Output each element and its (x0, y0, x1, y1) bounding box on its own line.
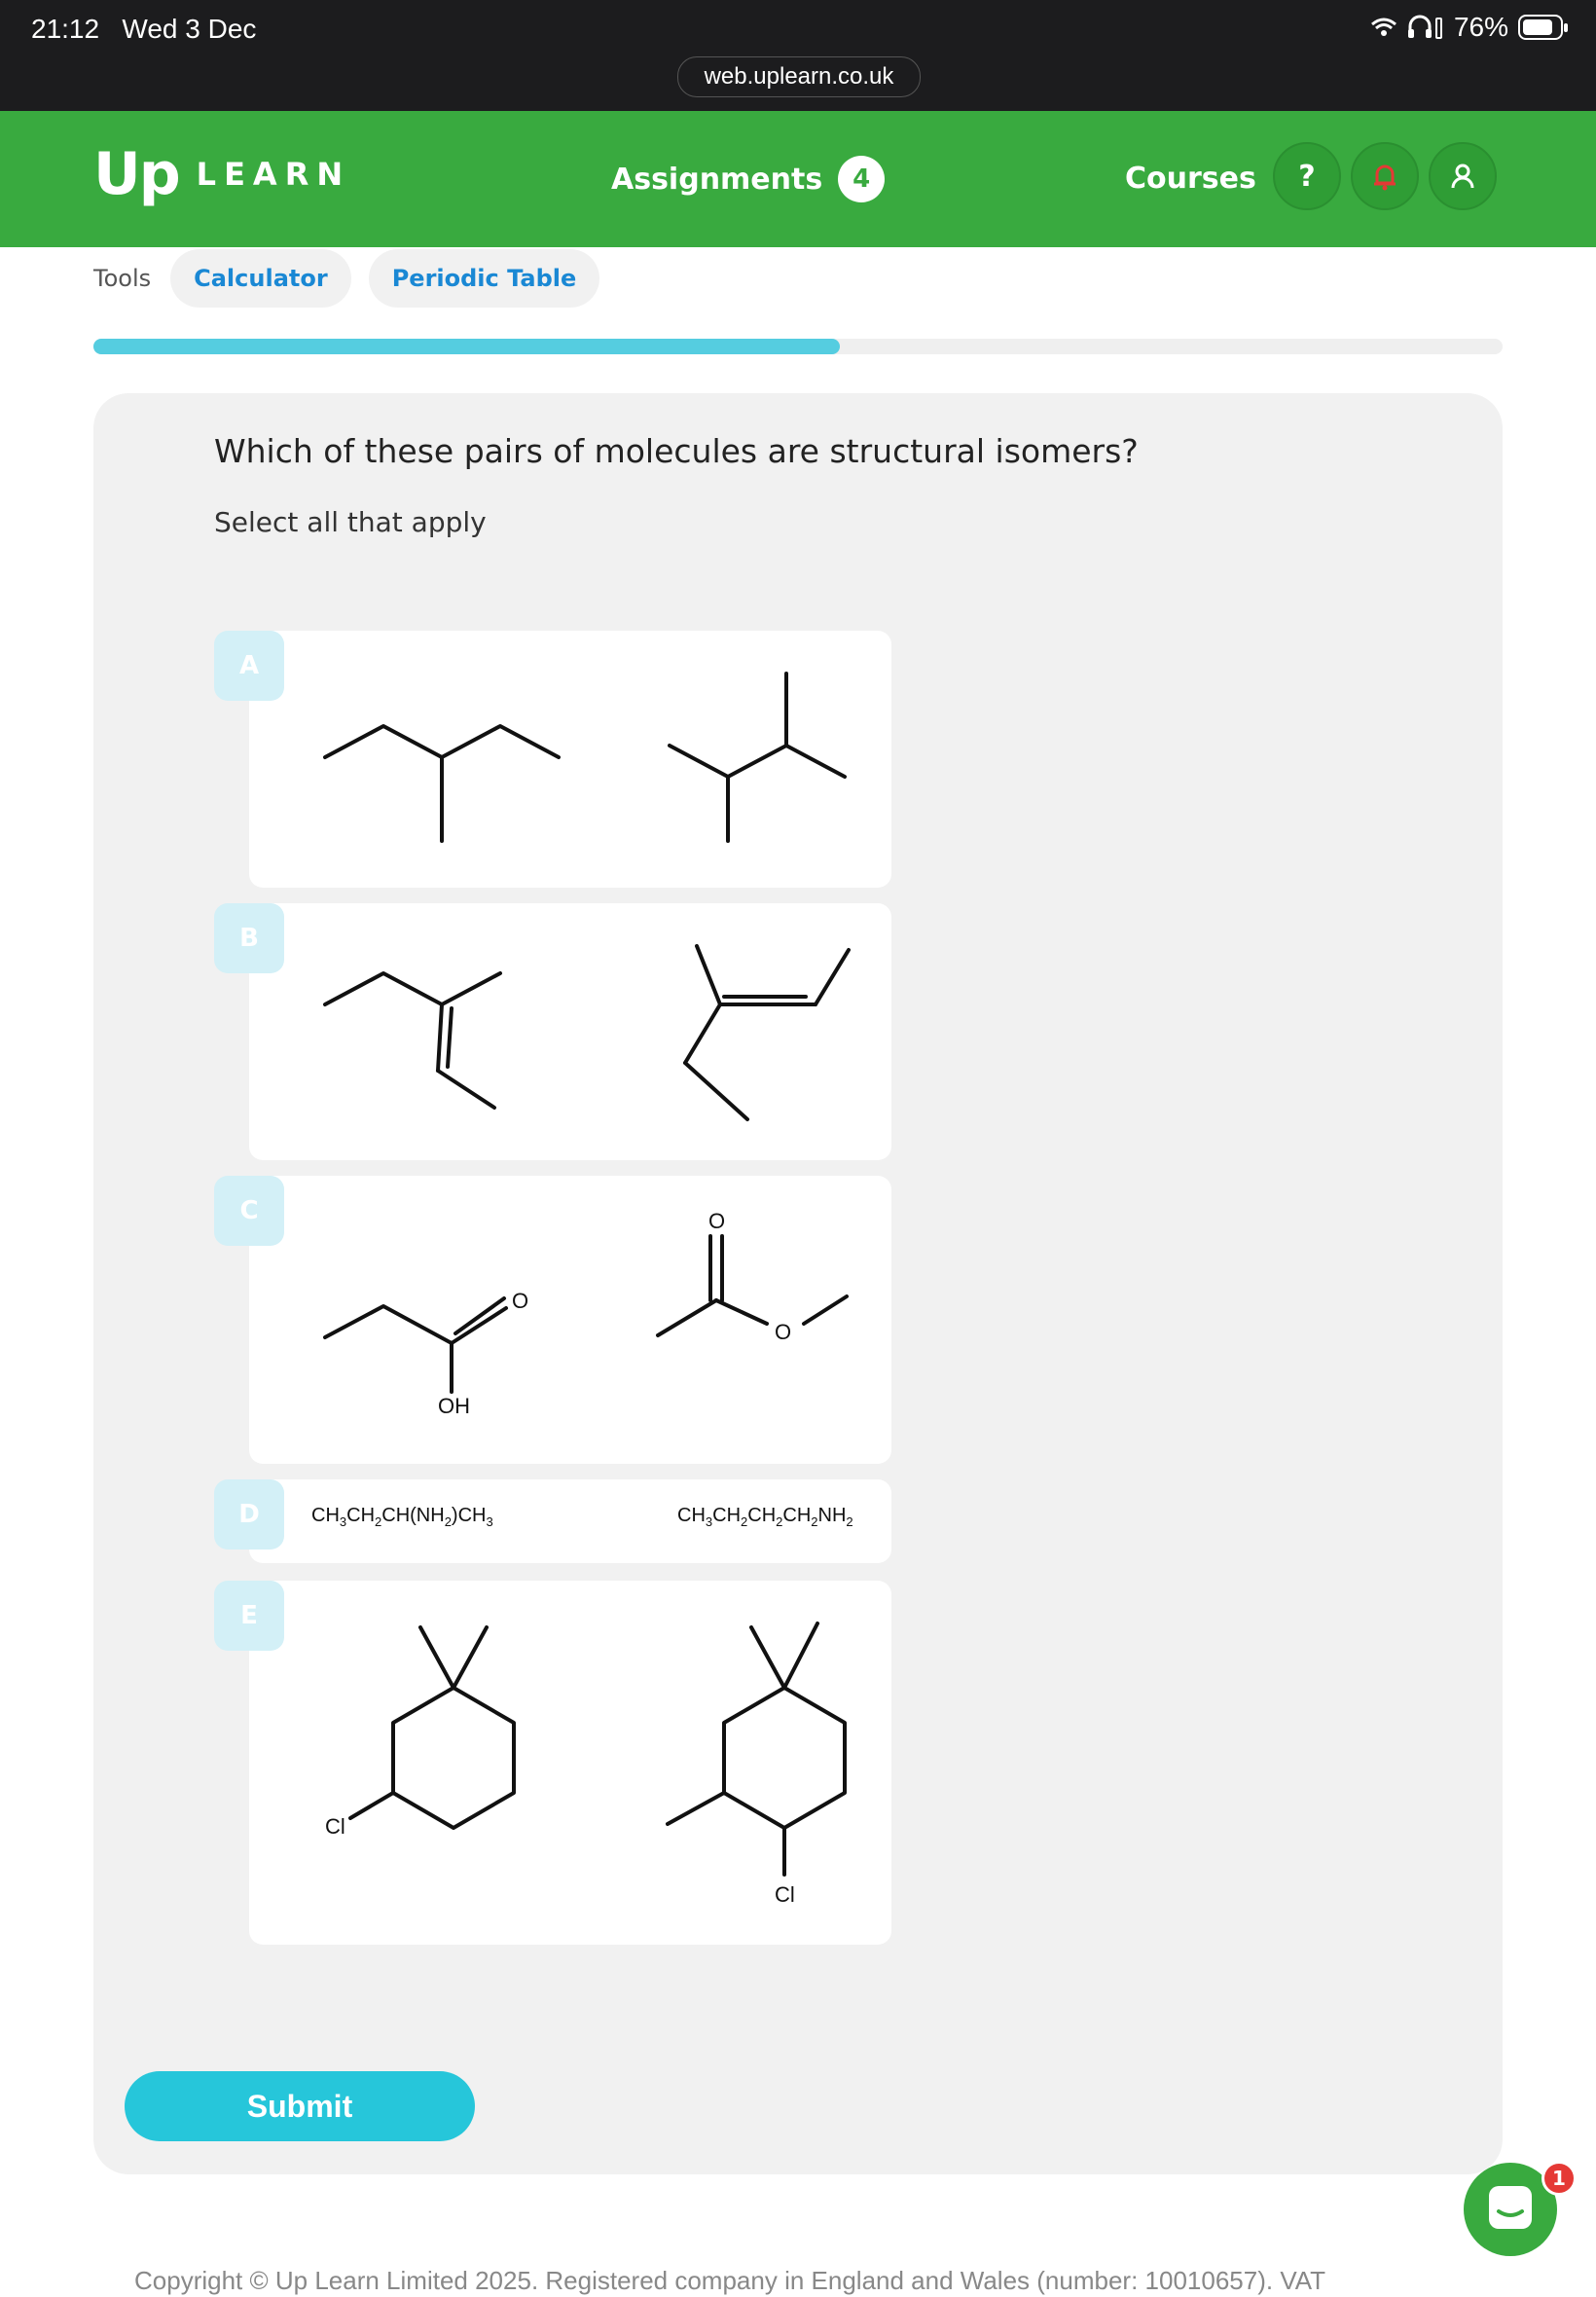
tools-label: Tools (93, 265, 152, 292)
nav-assignments[interactable] (611, 156, 885, 202)
question-text: Which of these pairs of molecules are structural isomers? (214, 432, 1139, 470)
option-a-letter[interactable]: A (214, 631, 284, 701)
wifi-icon (1370, 17, 1397, 38)
status-icons (1370, 12, 1563, 43)
calculator-button[interactable]: Calculator (170, 249, 351, 308)
notifications-button[interactable] (1351, 142, 1419, 210)
help-icon: ? (1298, 159, 1316, 194)
option-c[interactable] (249, 1176, 891, 1464)
c-left-oxygen: O (512, 1289, 529, 1313)
progress-bar (93, 339, 1503, 354)
option-b[interactable] (249, 903, 891, 1160)
uplearn-logo[interactable] (93, 140, 350, 208)
formula-left: $CH_3CH_2CH(NH_2)CH_3$ (311, 1505, 493, 1529)
account-button[interactable] (1429, 142, 1497, 210)
option-b-structures (249, 903, 891, 1160)
tools-row (93, 249, 599, 308)
user-icon (1448, 162, 1477, 191)
nav-courses[interactable]: Courses (1125, 162, 1256, 196)
top-navbar (0, 111, 1596, 247)
clock: 21:12 (31, 14, 100, 44)
battery-percent: 76% (1453, 12, 1508, 42)
logo-learn: LEARN (196, 156, 351, 193)
periodic-table-button[interactable]: Periodic Table (369, 249, 600, 308)
assignments-count-badge: 4 (838, 156, 885, 202)
url-bar[interactable]: web.uplearn.co.uk (677, 56, 921, 97)
headphones-icon (1407, 15, 1444, 40)
e-right-chlorine: Cl (775, 1882, 795, 1907)
progress-fill (93, 339, 840, 354)
footer-copyright: Copyright © Up Learn Limited 2025. Registered company in England and Wales (number: 10010657). VAT (134, 2266, 1326, 2295)
submit-button[interactable]: Submit (125, 2071, 475, 2141)
option-d[interactable] (249, 1479, 891, 1563)
bell-icon (1368, 160, 1401, 193)
c-right-ester-o: O (775, 1320, 792, 1344)
option-e-structures (249, 1581, 891, 1945)
c-right-carbonyl-o: O (708, 1209, 726, 1233)
help-button[interactable] (1273, 142, 1341, 210)
option-e-letter[interactable]: E (214, 1581, 284, 1651)
option-a-structures (249, 631, 891, 888)
battery-icon (1518, 15, 1563, 40)
option-c-structures (249, 1176, 891, 1464)
instruction-text: Select all that apply (214, 506, 487, 538)
option-b-letter[interactable]: B (214, 903, 284, 973)
chat-unread-badge: 1 (1542, 2161, 1577, 2196)
formula-right: $CH_3CH_2CH_2CH_2NH_2$ (677, 1505, 853, 1529)
logo-up: Up (93, 140, 179, 208)
option-c-letter[interactable]: C (214, 1176, 284, 1246)
option-d-letter[interactable]: D (214, 1479, 284, 1550)
question-card (93, 393, 1503, 2174)
nav-assignments-label: Assignments (611, 162, 823, 197)
status-bar (0, 0, 1596, 111)
e-left-chlorine: Cl (325, 1814, 345, 1839)
status-time (31, 14, 256, 45)
option-e[interactable] (249, 1581, 891, 1945)
date: Wed 3 Dec (122, 14, 257, 44)
option-a[interactable] (249, 631, 891, 888)
c-left-oh: OH (438, 1394, 470, 1418)
